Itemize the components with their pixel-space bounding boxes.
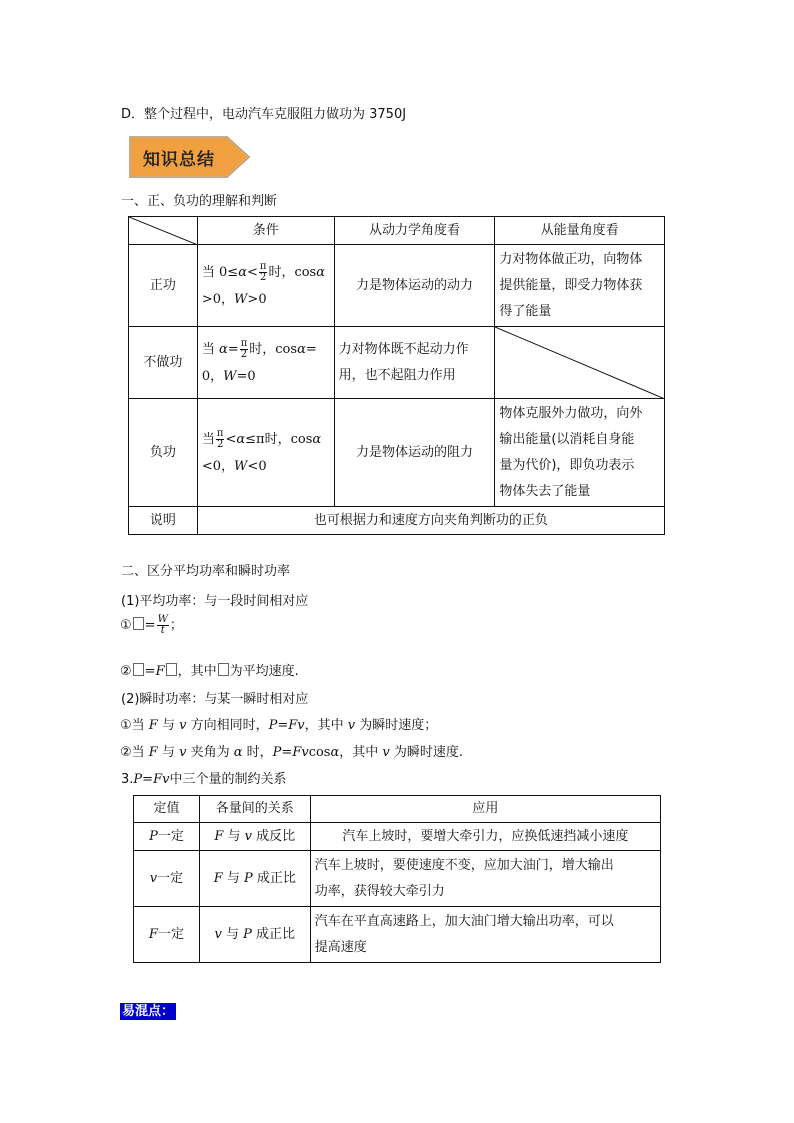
section3-title: 3.P=Fv中三个量的制约关系 <box>121 772 287 787</box>
diagonal-header-cell <box>129 217 198 245</box>
avg-power-formula-1: ① = $\frac{W}{t}$ ； <box>120 614 183 636</box>
diagonal-line <box>129 217 198 245</box>
work-judgement-table <box>128 216 665 535</box>
dynamics-positive: 力是物体运动的动力 <box>334 245 495 327</box>
table-row <box>134 851 661 907</box>
condition-negative: 当 $\frac{\pi}{2}$ <α≤π时，cosα <0，W<0 <box>197 399 334 507</box>
table-header-row <box>134 796 661 823</box>
inst-power-item-2: ②当 F 与 v 夹角为 α 时，P=Fvcosα，其中 v 为瞬时速度. <box>120 745 464 760</box>
table-row <box>134 907 661 963</box>
energy-negative: 物体克服外力做功，向外 输出能量(以消耗自身能 量为代价)，即负功表示 物体失去了能量 <box>495 399 665 507</box>
header-dynamics: 从动力学角度看 <box>334 217 495 245</box>
diagonal-line <box>495 327 665 399</box>
header-application: 应用 <box>310 796 660 823</box>
relation-f-p: F 与 P 成正比 <box>199 851 310 907</box>
table-row <box>129 507 665 535</box>
badge-label: 知识总结 <box>143 150 215 170</box>
note-text: 也可根据力和速度方向夹角判断功的正负 <box>197 507 664 535</box>
inst-power-item-1: ①当 F 与 v 方向相同时，P=Fv，其中 v 为瞬时速度； <box>120 718 438 733</box>
row-label-zero: 不做功 <box>129 327 198 399</box>
application-1: 汽车上坡时，要增大牵引力，应换低速挡减小速度 <box>310 823 660 851</box>
v-bar-placeholder-icon <box>166 663 177 676</box>
note-label: 说明 <box>129 507 198 535</box>
confusion-points-label: 易混点： <box>122 1004 175 1019</box>
option-d: D．整个过程中，电动汽车克服阻力做功为 3750J <box>121 107 407 122</box>
header-energy: 从能量角度看 <box>495 217 665 245</box>
knowledge-summary-badge <box>127 134 251 180</box>
application-2: 汽车上坡时，要使速度不变，应加大油门，增大输出 功率，获得较大牵引力 <box>310 851 660 907</box>
condition-positive: 当 0≤α< $\frac{\pi}{2}$ 时，cosα >0，W>0 <box>197 245 334 327</box>
power-relation-table <box>133 795 661 963</box>
dynamics-zero: 力对物体既不起动力作 用，也不起阻力作用 <box>334 327 495 399</box>
application-3: 汽车在平直高速路上，加大油门增大输出功率，可以 提高速度 <box>310 907 660 963</box>
p-bar-placeholder-icon <box>133 663 144 676</box>
header-relation: 各量间的关系 <box>199 796 310 823</box>
header-condition: 条件 <box>197 217 334 245</box>
table-row <box>129 327 665 399</box>
p-bar-placeholder-icon <box>133 617 144 630</box>
table-row <box>134 823 661 851</box>
fixed-v: v一定 <box>134 851 200 907</box>
table-header-row <box>129 217 665 245</box>
row-label-negative: 负功 <box>129 399 198 507</box>
energy-zero-empty <box>495 327 665 399</box>
fixed-p: P一定 <box>134 823 200 851</box>
dynamics-negative: 力是物体运动的阻力 <box>334 399 495 507</box>
row-label-positive: 正功 <box>129 245 198 327</box>
table-row <box>129 245 665 327</box>
v-bar-placeholder-icon <box>218 663 229 676</box>
condition-zero: 当 α= $\frac{\pi}{2}$ 时，cosα= 0，W=0 <box>197 327 334 399</box>
relation-f-v: F 与 v 成反比 <box>199 823 310 851</box>
table-row <box>129 399 665 507</box>
fixed-f: F一定 <box>134 907 200 963</box>
relation-v-p: v 与 P 成正比 <box>199 907 310 963</box>
avg-power-title: (1)平均功率：与一段时间相对应 <box>121 594 309 609</box>
inst-power-title: (2)瞬时功率：与某一瞬时相对应 <box>121 692 309 707</box>
avg-power-formula-2: ② =F ，其中 为平均速度. <box>120 664 299 679</box>
section2-title: 二、区分平均功率和瞬时功率 <box>121 564 291 579</box>
section1-title: 一、正、负功的理解和判断 <box>121 194 278 209</box>
header-fixed: 定值 <box>134 796 200 823</box>
energy-positive: 力对物体做正功，向物体 提供能量，即受力物体获 得了能量 <box>495 245 665 327</box>
